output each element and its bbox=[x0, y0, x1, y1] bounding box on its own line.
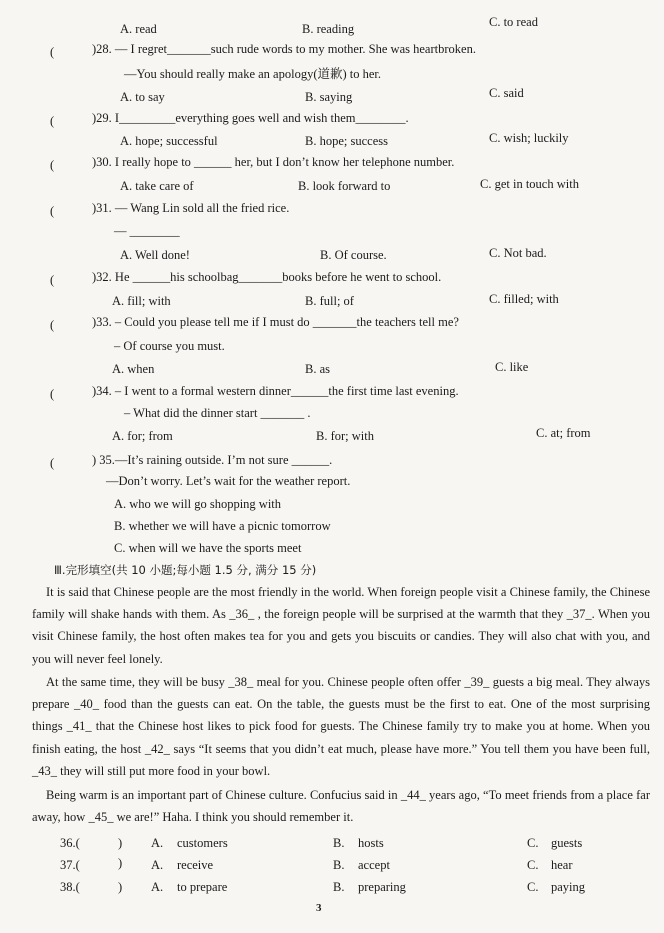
q29-paren: ( bbox=[50, 114, 55, 128]
q32-option-a: A. fill; with bbox=[112, 294, 171, 308]
q31-option-a: A. Well done! bbox=[120, 248, 190, 262]
cloze-option-b-letter: B. bbox=[333, 836, 345, 850]
q31-option-b: B. Of course. bbox=[320, 248, 387, 262]
cloze-option-c-letter: C. bbox=[527, 836, 539, 850]
cloze-option-b-text: preparing bbox=[358, 880, 406, 894]
q28-stem: )28. — I regret_______such rude words to my mother. She was heartbroken. bbox=[92, 42, 476, 56]
cloze-option-c-text: hear bbox=[551, 858, 573, 872]
q33-stem: )33. – Could you please tell me if I must do _______the teachers tell me? bbox=[92, 315, 459, 329]
cloze-paren-close: ) bbox=[118, 880, 123, 894]
q30-stem: )30. I really hope to ______ her, but I don’t know her telephone number. bbox=[92, 155, 455, 169]
q29-option-a: A. hope; successful bbox=[120, 134, 218, 148]
q35-option-b: B. whether we will have a picnic tomorrow bbox=[114, 519, 331, 533]
cloze-option-c-text: guests bbox=[551, 836, 583, 850]
passage-paragraph-1: It is said that Chinese people are the most friendly in the world. When foreign people visit a Chinese family, the Chinese family will shake hands with them. As _36_ , the foreign people will be surprised at the warmth that they _37_. When you visit Chinese family, the host often makes tea for you and gets you biscuits or candies. They will also chat with you, and you will never feel lonely. bbox=[32, 585, 650, 666]
q34-reply: – What did the dinner start _______ . bbox=[124, 406, 311, 420]
q28-option-b: B. saying bbox=[305, 90, 353, 104]
q33-option-b: B. as bbox=[305, 362, 330, 376]
cloze-option-a-letter: A. bbox=[151, 836, 164, 850]
passage-paragraph-3: Being warm is an important part of Chinese culture. Confucius said in _44_ years ago, “To meet friends from a place far away, how _45_ we are!” Haha. I think you should remember it. bbox=[32, 788, 650, 825]
q31-reply: — ________ bbox=[114, 224, 180, 238]
q34-option-c: C. at; from bbox=[536, 426, 591, 440]
q27-option-b: B. reading bbox=[302, 22, 355, 36]
cloze-option-b-letter: B. bbox=[333, 858, 345, 872]
q31-paren: ( bbox=[50, 204, 55, 218]
q35-paren: ( bbox=[50, 456, 55, 470]
q35-option-a: A. who we will go shopping with bbox=[114, 497, 282, 511]
q29-option-c: C. wish; luckily bbox=[489, 131, 569, 145]
q32-paren: ( bbox=[50, 273, 55, 287]
q28-reply: —You should really make an apology(道歉) to her. bbox=[124, 67, 382, 81]
q27-option-c: C. to read bbox=[489, 15, 538, 29]
cloze-option-c-text: paying bbox=[551, 880, 586, 894]
q34-paren: ( bbox=[50, 387, 55, 401]
cloze-option-a-text: customers bbox=[177, 836, 228, 850]
cloze-option-b-letter: B. bbox=[333, 880, 345, 894]
q29-stem: )29. I_________everything goes well and wish them________. bbox=[92, 111, 409, 125]
q28-option-c: C. said bbox=[489, 86, 524, 100]
page-number: 3 bbox=[316, 902, 322, 914]
q31-stem: )31. — Wang Lin sold all the fried rice. bbox=[92, 201, 290, 215]
cloze-number: 36.( bbox=[60, 836, 80, 850]
cloze-option-a-letter: A. bbox=[151, 880, 164, 894]
q29-option-b: B. hope; success bbox=[305, 134, 388, 148]
q33-option-c: C. like bbox=[495, 360, 529, 374]
cloze-option-b-text: accept bbox=[358, 858, 390, 872]
q32-stem: )32. He ______his schoolbag_______books before he went to school. bbox=[92, 270, 442, 284]
cloze-number: 37.( bbox=[60, 858, 80, 872]
q32-option-b: B. full; of bbox=[305, 294, 354, 308]
q35-option-c: C. when will we have the sports meet bbox=[114, 541, 302, 555]
q30-option-a: A. take care of bbox=[120, 179, 194, 193]
q30-paren: ( bbox=[50, 158, 55, 172]
q34-option-b: B. for; with bbox=[316, 429, 374, 443]
cloze-option-a-text: receive bbox=[177, 858, 214, 872]
q34-stem: )34. – I went to a formal western dinner______the first time last evening. bbox=[92, 384, 459, 398]
cloze-option-c-letter: C. bbox=[527, 880, 539, 894]
cloze-option-c-letter: C. bbox=[527, 858, 539, 872]
cloze-option-b-text: hosts bbox=[358, 836, 384, 850]
passage-paragraph-2: At the same time, they will be busy _38_ meal for you. Chinese people often offer _39_ guests a big meal. They always prepare _40_ food than the guests can eat. On the table, the guests must be the first to eat. One of the most surprising things _41_ that the Chinese host likes to pick food for guests. The Chinese family try to make you at home. When you finish eating, the host _42_ says “It seems that you didn’t eat much, please have more.” You tell them you have been full, _43_ they will still put more food in your bowl. bbox=[32, 675, 650, 778]
q30-option-b: B. look forward to bbox=[298, 179, 391, 193]
cloze-paren-close: ) bbox=[118, 836, 123, 850]
q31-option-c: C. Not bad. bbox=[489, 246, 547, 260]
cloze-number: 38.( bbox=[60, 880, 80, 894]
cloze-paren-close: ) bbox=[118, 856, 123, 870]
q33-reply: – Of course you must. bbox=[114, 339, 225, 353]
q28-option-a: A. to say bbox=[120, 90, 165, 104]
q34-option-a: A. for; from bbox=[112, 429, 173, 443]
q27-option-a: A. read bbox=[120, 22, 157, 36]
section-title: Ⅲ.完形填空(共 10 小题;每小题 1.5 分, 满分 15 分) bbox=[54, 563, 317, 577]
q33-paren: ( bbox=[50, 318, 55, 332]
q32-option-c: C. filled; with bbox=[489, 292, 559, 306]
q33-option-a: A. when bbox=[112, 362, 155, 376]
q28-paren: ( bbox=[50, 45, 55, 59]
q35-stem: ) 35.—It’s raining outside. I’m not sure ______. bbox=[92, 453, 333, 467]
cloze-option-a-text: to prepare bbox=[177, 880, 228, 894]
cloze-option-a-letter: A. bbox=[151, 858, 164, 872]
q35-reply: —Don’t worry. Let’s wait for the weather report. bbox=[106, 474, 351, 488]
q30-option-c: C. get in touch with bbox=[480, 177, 579, 191]
